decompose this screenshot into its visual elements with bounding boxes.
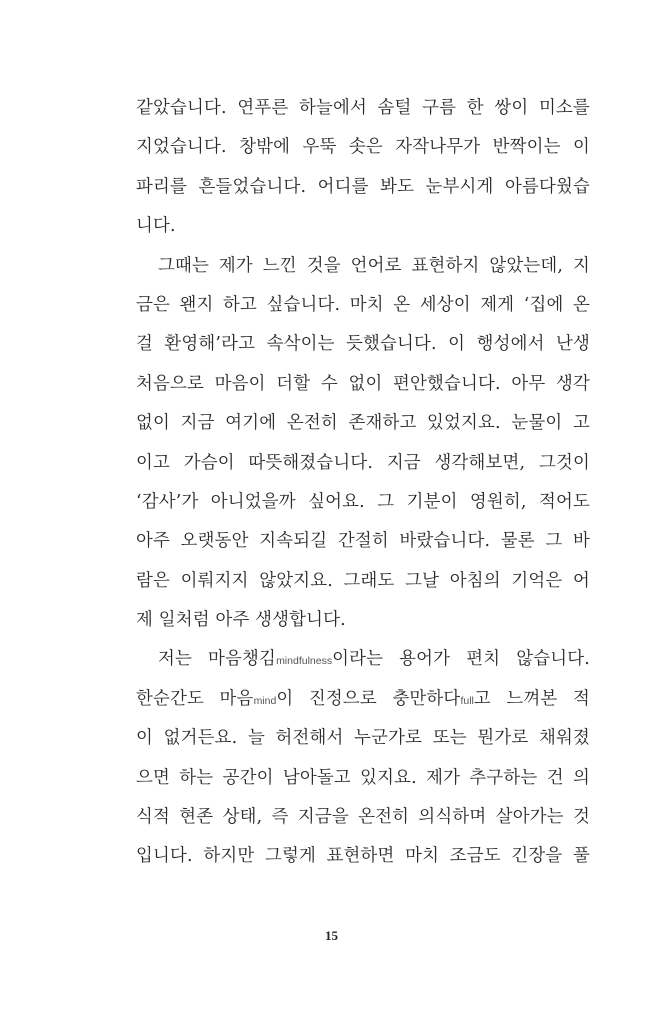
text-line: 으면 하는 공간이 남아돌고 있지요. 제가 추구하는 건 의 bbox=[136, 767, 590, 788]
text-line: 람은 이뤄지지 않았지요. 그래도 그날 아침의 기억은 어 bbox=[136, 570, 590, 591]
text-line: 니다. bbox=[136, 216, 176, 237]
text-line: 식적 현존 상태, 즉 지금을 온전히 의식하며 살아가는 것 bbox=[136, 807, 590, 828]
english-gloss: mind bbox=[253, 694, 277, 707]
paragraph-2 bbox=[136, 247, 590, 641]
text-line: 제 일처럼 아주 생생합니다. bbox=[136, 610, 346, 631]
text-line: 이고 가슴이 따뜻해졌습니다. 지금 생각해보면, 그것이 bbox=[136, 452, 590, 473]
text-segment: 고 느껴본 적 bbox=[473, 688, 590, 709]
text-line: 금은 왠지 하고 싶습니다. 마치 온 세상이 제게 ‘집에 온 bbox=[136, 294, 590, 315]
text-line: 입니다. 하지만 그렇게 표현하면 마치 조금도 긴장을 풀 bbox=[136, 846, 590, 867]
text-line: ‘감사’가 아니었을까 싶어요. 그 기분이 영원히, 적어도 bbox=[136, 491, 590, 512]
text-segment: 저는 마음챙김 bbox=[158, 649, 277, 670]
text-line: 없이 지금 여기에 온전히 존재하고 있었지요. 눈물이 고 bbox=[136, 413, 590, 434]
text-line: 이 없거든요. 늘 허전해서 누군가로 또는 뭔가로 채워졌 bbox=[136, 728, 590, 749]
paragraph-3 bbox=[136, 640, 590, 876]
text-segment: 한순간도 마음 bbox=[136, 688, 254, 709]
text-line bbox=[136, 680, 590, 719]
text-line bbox=[136, 640, 590, 679]
text-line: 아주 오랫동안 지속되길 간절히 바랐습니다. 물론 그 바 bbox=[136, 531, 590, 552]
paragraph-1 bbox=[136, 89, 590, 247]
text-segment: 이 진정으로 충만하다 bbox=[276, 688, 461, 709]
text-line: 지었습니다. 창밖에 우뚝 솟은 자작나무가 반짝이는 이 bbox=[136, 137, 590, 158]
english-gloss: full bbox=[460, 694, 474, 707]
text-line: 파리를 흔들었습니다. 어디를 봐도 눈부시게 아름다웠습 bbox=[136, 176, 590, 197]
text-line: 걸 환영해’라고 속삭이는 듯했습니다. 이 행성에서 난생 bbox=[136, 334, 590, 355]
text-line: 같았습니다. 연푸른 하늘에서 솜털 구름 한 쌍이 미소를 bbox=[136, 98, 590, 118]
page-body bbox=[136, 89, 590, 877]
text-segment: 이라는 용어가 편치 않습니다. bbox=[332, 649, 590, 670]
page-number: 15 bbox=[325, 928, 338, 943]
text-line: 그때는 제가 느낀 것을 언어로 표현하지 않았는데, 지 bbox=[158, 255, 590, 276]
english-gloss: mindfulness bbox=[276, 655, 333, 668]
text-line: 처음으로 마음이 더할 수 없이 편안했습니다. 아무 생각 bbox=[136, 373, 590, 394]
